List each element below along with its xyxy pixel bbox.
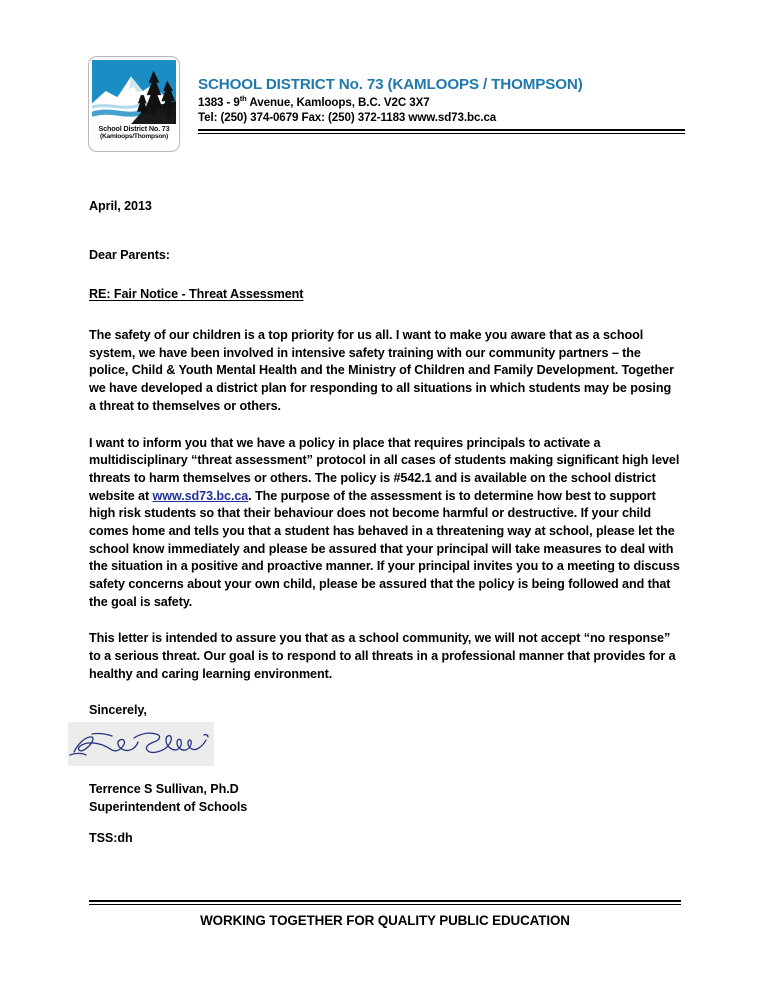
footer-divider bbox=[89, 900, 681, 905]
organization-name: SCHOOL DISTRICT No. 73 (KAMLOOPS / THOMPSON) bbox=[198, 76, 583, 93]
signer-title: Superintendent of Schools bbox=[89, 799, 248, 814]
address-street-number: 1383 - 9 bbox=[198, 95, 240, 109]
letter-date: April, 2013 bbox=[89, 199, 152, 213]
letter-closing: Sincerely, bbox=[89, 703, 147, 718]
letter-body bbox=[89, 198, 681, 720]
signature-name-block bbox=[89, 781, 247, 816]
letter-subject: RE: Fair Notice - Threat Assessment bbox=[89, 287, 304, 302]
address-remainder: Avenue, Kamloops, B.C. V2C 3X7 bbox=[246, 95, 430, 109]
typist-initials: TSS:dh bbox=[89, 831, 133, 845]
district-logo bbox=[88, 56, 180, 152]
address-ordinal-suffix: th bbox=[239, 93, 247, 103]
letter-paragraph-3: This letter is intended to assure you that as a school community, we will not accept “no response” to a serious threat. Our goal is to respond to all threats in a professional manner that provides for a healthy and caring learning environment. bbox=[89, 631, 676, 681]
handwritten-signature-icon bbox=[68, 722, 214, 766]
letterhead-text bbox=[198, 56, 685, 134]
paragraph-2-text-after-link: . The purpose of the assessment is to determine how best to support high risk students so that their behaviour does not become harmful or destructive. If your child comes home and tells you that a student has behaved in a threatening way at school, please let the school know immediately and please be assured that your principal will take measures to deal with the situation in a positive and proactive manner. If your principal invites you to a meeting to discuss safety concerns about your own child, please be assured that the policy is being followed and that the goal is safety. bbox=[89, 488, 680, 609]
signature-image bbox=[68, 722, 214, 766]
letter-paragraph-1: The safety of our children is a top priority for us all. I want to make you aware that as a school system, we have been involved in intensive safety training with our community partners – the police, Child & Youth Mental Health and the Ministry of Children and Family Development. Together we have developed a district plan for responding to all situations in which students may be posing a threat to themselves or others. bbox=[89, 328, 674, 413]
paragraph-2-text-before-link: I want to inform you that we have a policy in place that requires principals to activate a multidisciplinary “threat assessment” protocol in all cases of students making significant high level threats to harm themselves or others. The policy is #542.1 and is available on the school district website at bbox=[89, 435, 680, 503]
letter-salutation: Dear Parents: bbox=[89, 247, 170, 262]
letterhead bbox=[88, 56, 684, 152]
district-website-link[interactable]: www.sd73.bc.ca bbox=[152, 488, 249, 503]
header-divider bbox=[198, 129, 685, 134]
letter-paragraph-2 bbox=[89, 435, 681, 612]
signer-name: Terrence S Sullivan, Ph.D bbox=[89, 782, 239, 796]
mountain-trees-logo-icon bbox=[92, 60, 176, 124]
logo-caption-line-1: School District No. 73 bbox=[98, 124, 170, 133]
logo-caption-line-2: (Kamloops/Thompson) bbox=[100, 132, 168, 140]
organization-address bbox=[198, 95, 685, 111]
logo-caption bbox=[92, 125, 176, 140]
organization-contact: Tel: (250) 374-0679 Fax: (250) 372-1183 www.sd73.bc.ca bbox=[198, 111, 497, 125]
footer-slogan: WORKING TOGETHER FOR QUALITY PUBLIC EDUCATION bbox=[200, 913, 570, 928]
